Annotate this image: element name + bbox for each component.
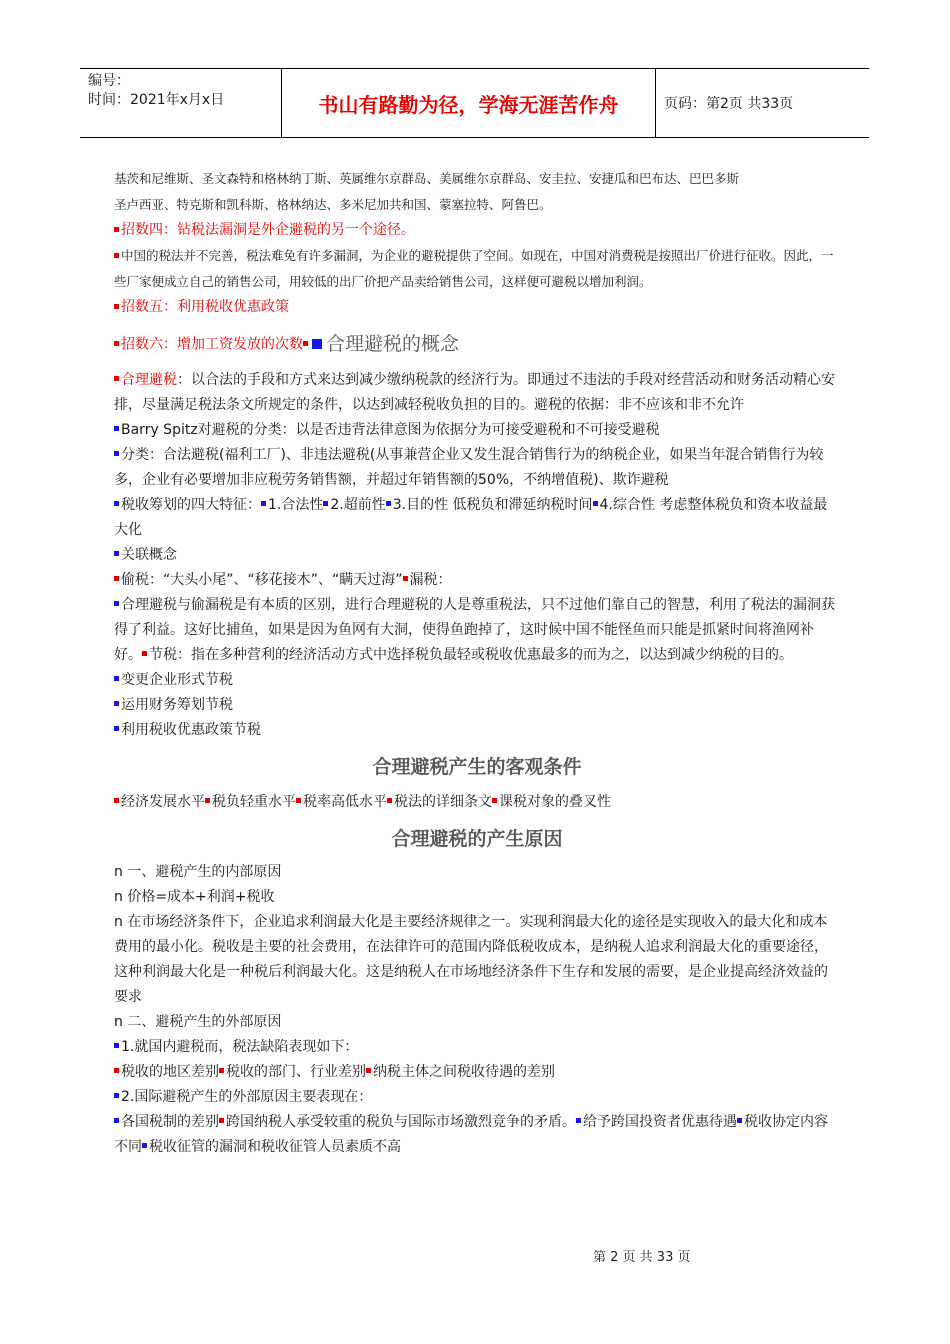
bullet-icon <box>114 304 119 309</box>
evasion-line: 偷税：“大头小尾”、“移花接木”、“瞒天过海” 漏税： <box>114 568 840 593</box>
bullet-icon <box>114 227 119 232</box>
bullet-icon <box>114 726 119 731</box>
related-concepts: 关联概念 <box>114 543 840 568</box>
bullet-icon <box>205 798 210 803</box>
bullet-icon <box>114 576 119 581</box>
conditions: 经济发展水平 税负轻重水平 税率高低水平 税法的详细条文 课税对象的叠叉性 <box>114 790 840 815</box>
bullet-icon <box>114 601 119 606</box>
page-footer: 第 2 页 共 33 页 <box>593 1250 691 1265</box>
bullet-icon <box>142 1143 147 1148</box>
reason-n3: n 在市场经济条件下，企业追求利润最大化是主要经济规律之一。实现利润最大化的途径是实现收入的最大化和成本费用的最小化。税收是主要的社会费用，在法律许可的范围内降低税收成本，是纳税人追求利润最大化的重要途径，这种利润最大化是一种税后利润最大化。这是纳税人在市场地经济条件下生存和发展的需要，是企业提高经济效益的要求 <box>114 913 828 1005</box>
bullet-icon <box>296 798 301 803</box>
time-label: 时间：2021年x月x日 <box>88 92 225 108</box>
reason-n2: n 价格=成本+利润+税收 <box>114 888 275 905</box>
bullet-icon <box>114 341 119 346</box>
definition: 合理避税：以合法的手段和方式来达到减少缴纳税款的经济行为。即通过不违法的手段对经营活动和财务活动精心安排，尽量满足税法条文所规定的条件，以达到减轻税收负担的目的。避税的依据：非不应该和非不允许 <box>114 371 835 413</box>
bullet-icon <box>114 1043 119 1048</box>
bullet-icon <box>142 651 147 656</box>
bullet-icon <box>114 1118 119 1123</box>
bullet-icon <box>114 1093 119 1098</box>
header-page-label: 页码：第2页 共33页 <box>664 96 794 112</box>
move5-title: 招数五：利用税收优惠政策 <box>114 295 840 320</box>
bullet-icon <box>114 253 119 258</box>
def-term: 合理避税 <box>121 371 177 388</box>
saving-method-2: 运用财务筹划节税 <box>114 693 840 718</box>
page-header <box>80 68 869 138</box>
bullet-icon <box>593 501 598 506</box>
bullet-icon <box>114 676 119 681</box>
bullet-icon <box>114 501 119 506</box>
bullet-icon <box>387 798 392 803</box>
external-1: 1.就国内避税而，税法缺陷表现如下： <box>114 1035 840 1060</box>
bullet-icon <box>492 798 497 803</box>
move4-text: 中国的税法并不完善，税法难免有许多漏洞，为企业的避税提供了空间。如现在，中国对消费税是按照出厂价进行征收。因此，一些厂家便成立自己的销售公司，用较低的出厂价把产品卖给销售公司，这样便可避税以增加利润。 <box>114 248 834 289</box>
saving-method-3: 利用税收优惠政策节税 <box>114 718 840 743</box>
external-2-items: 各国税制的差别 跨国纳税人承受较重的税负与国际市场激烈竞争的矛盾。 给予跨国投资者优惠待遇 税收协定内容不同 税收征管的漏洞和税收征管人员素质不高 <box>114 1113 828 1155</box>
reason-heading: 合理避税的产生原因 <box>391 827 563 850</box>
bullet-icon <box>114 701 119 706</box>
difference-text: 合理避税与偷漏税是有本质的区别，进行合理避税的人是尊重税法，只不过他们靠自己的智慧，利用了税法的漏洞获得了利益。这好比捕鱼，如果是因为鱼网有大洞，使得鱼跑掉了，这时候中国不能怪鱼而只能是抓紧时间将渔网补好。 节税：指在多种营利的经济活动方式中选择税负最轻或税收优惠最多的而为之，以达到减少纳税的目的。 <box>114 596 835 663</box>
reason-n4: n 二、避税产生的外部原因 <box>114 1013 282 1030</box>
document-body <box>114 166 840 1160</box>
concept-heading: 合理避税的概念 <box>326 333 460 355</box>
objective-heading: 合理避税产生的客观条件 <box>372 755 582 778</box>
external-1-items: 税收的地区差别 税收的部门、行业差别 纳税主体之间税收待遇的差别 <box>114 1060 840 1085</box>
bullet-icon <box>114 798 119 803</box>
bullet-icon <box>261 501 266 506</box>
bullet-icon <box>114 551 119 556</box>
header-motto: 书山有路勤为径，学海无涯苦作舟 <box>282 69 656 137</box>
header-meta <box>80 69 282 137</box>
bullet-icon <box>576 1118 581 1123</box>
bullet-icon <box>114 1068 119 1073</box>
move6-line <box>114 332 840 358</box>
reason-n1: n 一、避税产生的内部原因 <box>114 863 282 880</box>
square-icon <box>312 339 322 349</box>
barry-classification: Barry Spitz对避税的分类：以是否违背法律意图为依据分为可接受避税和不可接受避税 <box>114 418 840 443</box>
number-label: 编号： <box>88 73 130 89</box>
bullet-icon <box>219 1068 224 1073</box>
bullet-icon <box>386 501 391 506</box>
bullet-icon <box>303 341 308 346</box>
bullet-icon <box>114 451 119 456</box>
countries-line-1: 基茨和尼维斯、圣文森特和格林纳丁斯、英属维尔京群岛、美属维尔京群岛、安圭拉、安捷瓜和巴布达、巴巴多斯 <box>114 171 740 186</box>
move6-title: 招数六：增加工资发放的次数 <box>121 336 303 353</box>
move4-title: 招数四：钻税法漏洞是外企避税的另一个途径。 <box>114 218 840 243</box>
bullet-icon <box>737 1118 742 1123</box>
bullet-icon <box>114 376 119 381</box>
countries-line-2: 圣卢西亚、特克斯和凯科斯、格林纳达、多米尼加共和国、蒙塞拉特、阿鲁巴。 <box>114 197 552 212</box>
features: 税收筹划的四大特征： 1.合法性 2.超前性 3.目的性 低税负和滞延纳税时间 4.综合性 考虑整体税负和资本收益最大化 <box>114 496 828 538</box>
bullet-icon <box>219 1118 224 1123</box>
external-2: 2.国际避税产生的外部原因主要表现在： <box>114 1085 840 1110</box>
bullet-icon <box>366 1068 371 1073</box>
bullet-icon <box>403 576 408 581</box>
bullet-icon <box>323 501 328 506</box>
saving-method-1: 变更企业形式节税 <box>114 668 840 693</box>
bullet-icon <box>114 426 119 431</box>
classification: 分类：合法避税(福利工厂)、非违法避税(从事兼营企业又发生混合销售行为的纳税企业，如果当年混合销售行为较多，企业有必要增加非应税劳务销售额，并超过年销售额的50%，不纳增值税)、欺诈避税 <box>114 446 824 488</box>
